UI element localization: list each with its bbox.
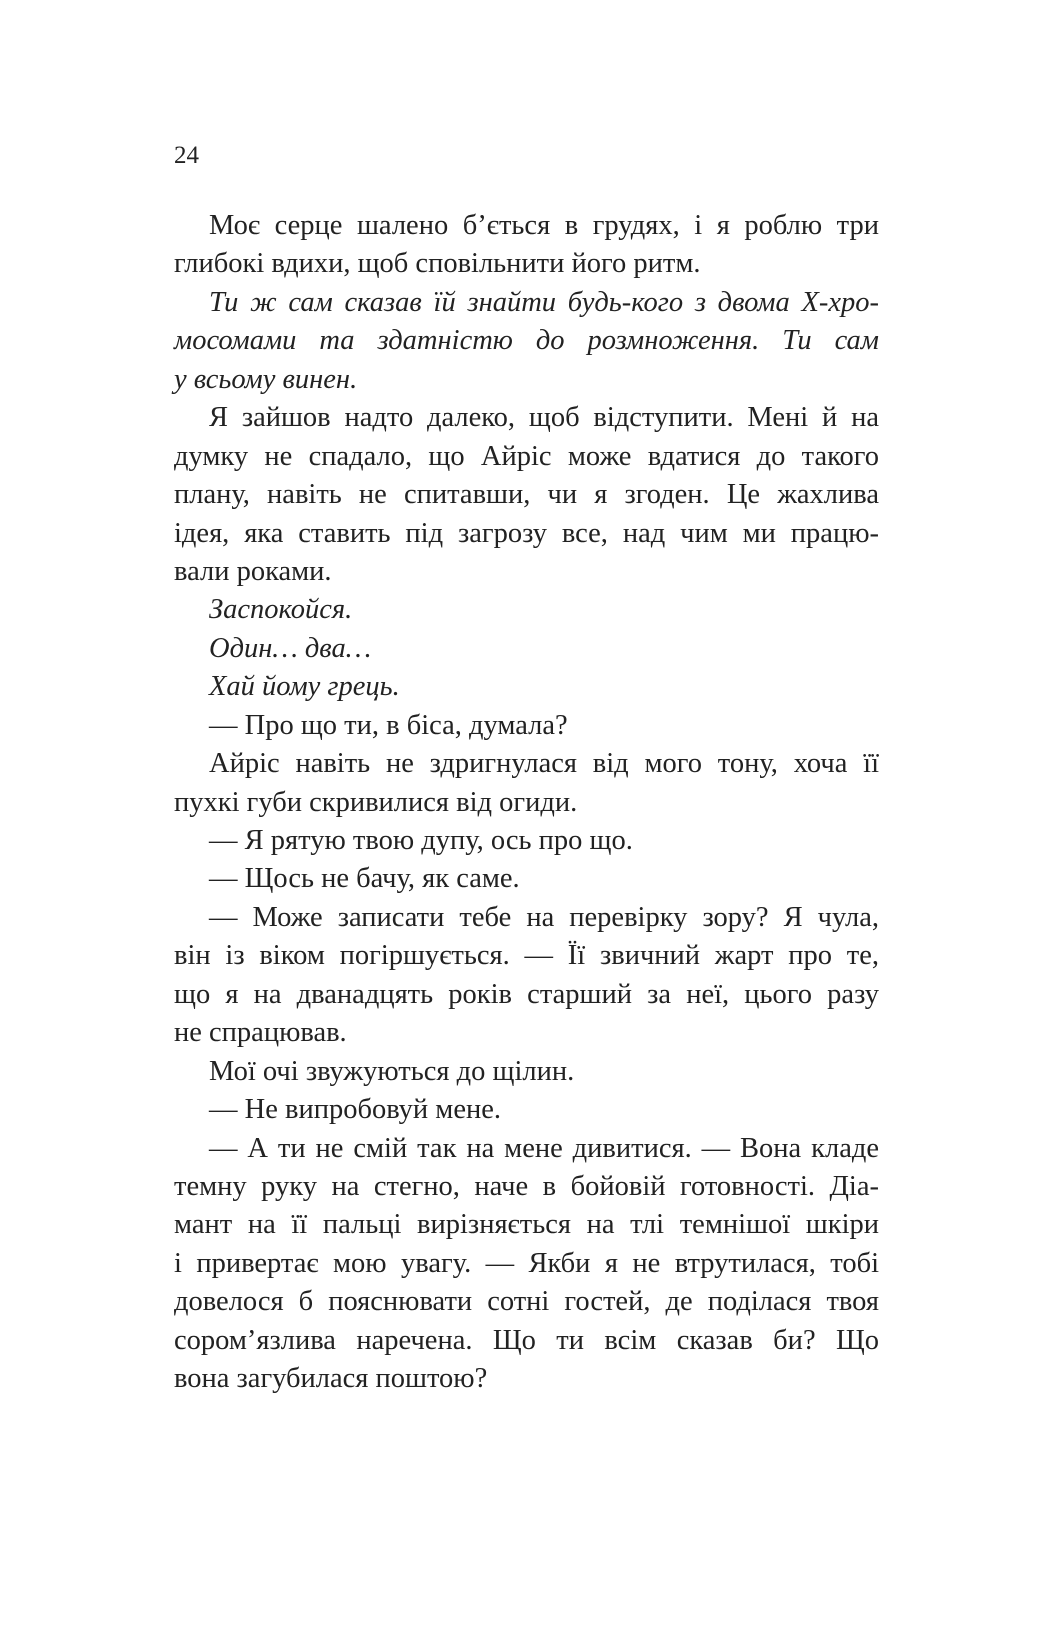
text-line: думку не спадало, що Айріс може вдатися до такого [174, 440, 879, 472]
text-line: — Я рятую твою дупу, ось про що. [209, 825, 633, 856]
text-line: глибокі вдихи, щоб сповільнити його ритм. [174, 248, 701, 280]
text-line: мант на її пальці вирізняється на тлі темнішої шкіри [174, 1209, 879, 1241]
text-line: ідея, яка ставить під загрозу все, над чим ми працю- [174, 517, 879, 549]
text-line: довелося б пояснювати сотні гостей, де поділася твоя [174, 1286, 879, 1318]
text-line: вона загубилася поштою? [174, 1363, 488, 1395]
text-line: не спрацював. [174, 1017, 347, 1049]
text-line: Айріс навіть не здригнулася від мого тону, хоча її [209, 748, 879, 780]
text-line: — А ти не смій так на мене дивитися. — Вона кладе [209, 1132, 879, 1164]
text-line: сором’язлива наречена. Що ти всім сказав би? Що [174, 1324, 879, 1356]
text-line-italic: Хай йому грець. [209, 671, 400, 703]
text-line: темну руку на стегно, наче в бойовій готовності. Діа- [174, 1170, 879, 1202]
text-line: Моє серце шалено б’ється в грудях, і я роблю три [209, 210, 879, 241]
text-line: — Не випробовуй мене. [209, 1094, 502, 1126]
text-line: — Щось не бачу, як саме. [209, 863, 520, 895]
text-line: Я зайшов надто далеко, щоб відступити. Мені й на [209, 402, 879, 434]
text-line-italic: Ти ж сам сказав їй знайти будь-кого з двома Х-хро- [209, 286, 879, 318]
text-line: пухкі губи скривилися від огиди. [174, 786, 578, 818]
text-line: що я на дванадцять років старший за неї, цього разу [174, 978, 879, 1010]
text-line: плану, навіть не спитавши, чи я згоден. Це жахлива [174, 479, 879, 511]
text-line-italic: Один… два… [209, 632, 372, 664]
text-line-italic: Заспокойся. [209, 594, 353, 626]
text-line: вали роками. [174, 555, 332, 587]
body-text [174, 207, 879, 1399]
text-line: і привертає мою увагу. — Якби я не втрутилася, тобі [174, 1247, 879, 1279]
text-line-italic: у всьому винен. [174, 363, 358, 395]
page-number: 24 [174, 142, 199, 169]
text-line: — Може записати тебе на перевірку зору? Я чула, [209, 901, 879, 933]
text-line: Мої очі звужуються до щілин. [209, 1055, 575, 1087]
text-line: — Про що ти, в біса, думала? [209, 709, 568, 741]
text-line-italic: мосомами та здатністю до розмноження. Ти сам [174, 325, 879, 357]
text-line: він із віком погіршується. — Її звичний жарт про те, [174, 940, 879, 972]
